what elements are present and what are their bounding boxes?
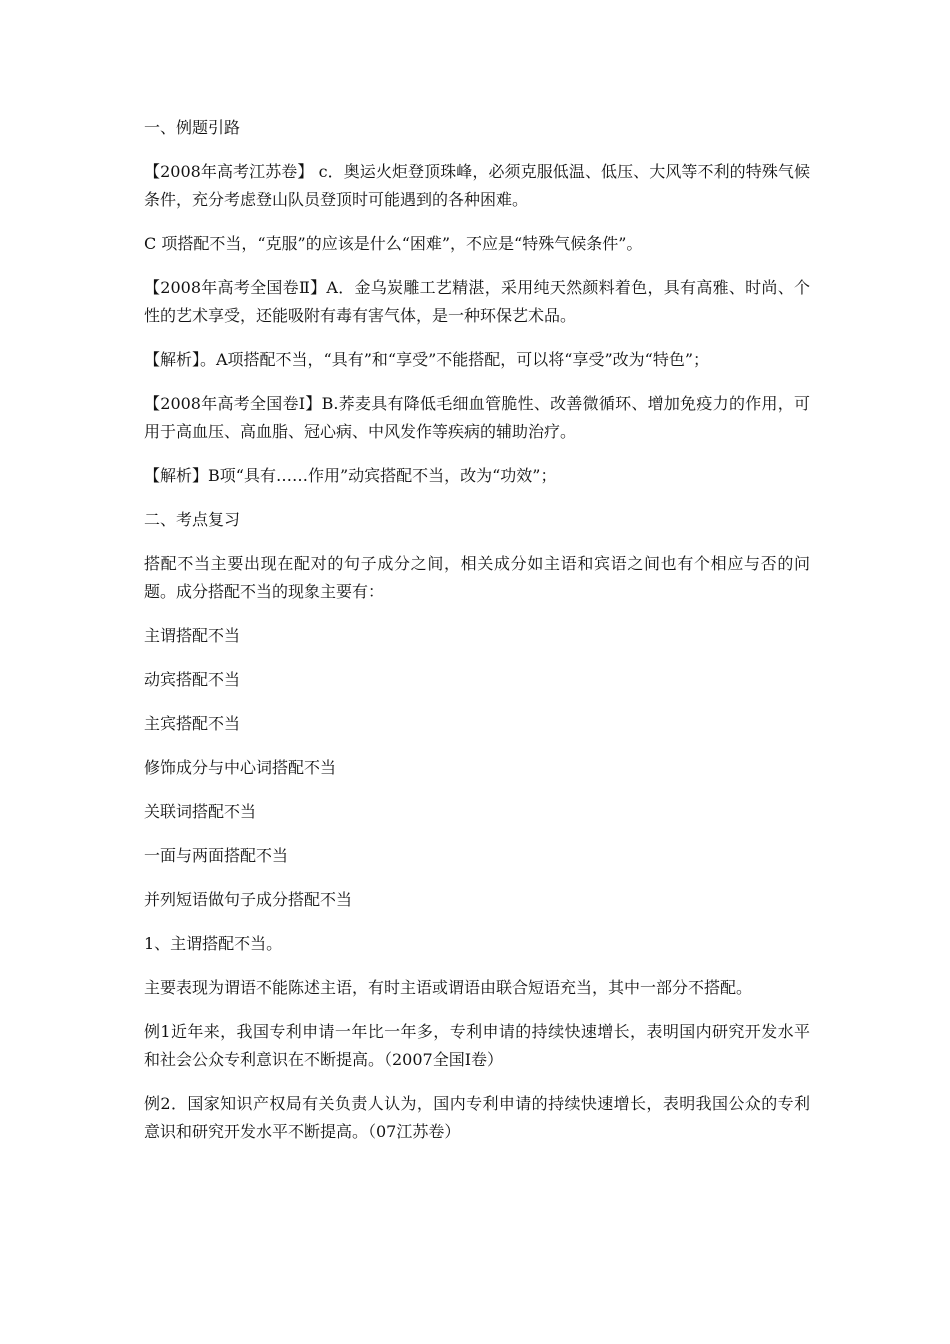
section-heading-examples: 一、例题引路 — [144, 118, 241, 137]
list-item: 主宾搭配不当 — [144, 714, 241, 733]
subsection-description: 主要表现为谓语不能陈述主语，有时主语或谓语由联合短语充当，其中一部分不搭配。 — [144, 978, 753, 997]
document-body — [144, 114, 810, 1162]
analysis-national-i-2008: 【解析】B项“具有……作用”动宾搭配不当，改为“功效”； — [144, 466, 557, 485]
example-national-ii-2008: 【2008年高考全国卷Ⅱ】A．金乌炭雕工艺精湛，采用纯天然颜料着色，具有高雅、时尚、个性的艺术享受，还能吸附有毒有害气体，是一种环保艺术品。 — [144, 278, 810, 325]
analysis-national-ii-2008: 【解析】。A项搭配不当，“具有”和“享受”不能搭配，可以将“享受”改为“特色”； — [144, 350, 709, 369]
example-national-i-2008: 【2008年高考全国卷Ⅰ】B.荞麦具有降低毛细血管脆性、改善微循环、增加免疫力的作用，可用于高血压、高血脂、冠心病、中风发作等疾病的辅助治疗。 — [144, 394, 810, 441]
list-item: 主谓搭配不当 — [144, 626, 241, 645]
section-heading-review: 二、考点复习 — [144, 510, 241, 529]
list-item: 动宾搭配不当 — [144, 670, 241, 689]
review-intro: 搭配不当主要出现在配对的句子成分之间，相关成分如主语和宾语之间也有个相应与否的问题。成分搭配不当的现象主要有： — [144, 554, 810, 601]
example-1: 例1近年来，我国专利申请一年比一年多，专利申请的持续快速增长，表明国内研究开发水平和社会公众专利意识在不断提高。（2007全国Ⅰ卷） — [144, 1022, 810, 1069]
list-item: 并列短语做句子成分搭配不当 — [144, 890, 353, 909]
analysis-jiangsu-2008: C 项搭配不当，“克服”的应该是什么“困难”，不应是“特殊气候条件”。 — [144, 234, 643, 253]
list-item: 一面与两面搭配不当 — [144, 846, 289, 865]
example-jiangsu-2008: 【2008年高考江苏卷】 c．奥运火炬登顶珠峰，必须克服低温、低压、大风等不利的特殊气候条件，充分考虑登山队员登顶时可能遇到的各种困难。 — [144, 162, 810, 209]
subsection-heading-subject-predicate: 1、主谓搭配不当。 — [144, 934, 283, 953]
list-item: 关联词搭配不当 — [144, 802, 257, 821]
example-2: 例2．国家知识产权局有关负责人认为，国内专利申请的持续快速增长，表明我国公众的专利意识和研究开发水平不断提高。（07江苏卷） — [144, 1094, 810, 1141]
list-item: 修饰成分与中心词搭配不当 — [144, 758, 337, 777]
